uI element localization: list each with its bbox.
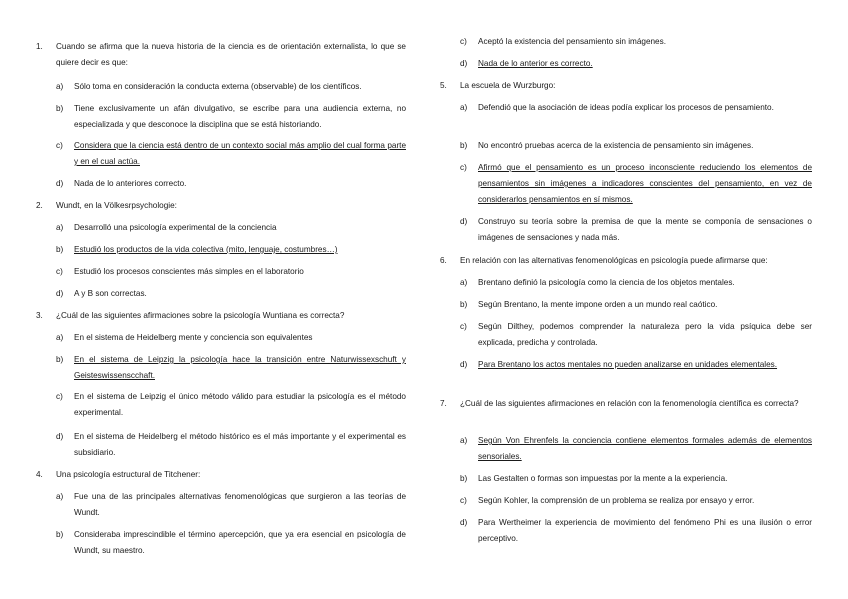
option-text: Construyo su teoría sobre la premisa de que la mente se componía de sensaciones o imágenes de sensaciones y nada más. [478, 217, 812, 242]
question-number: 3. [36, 311, 43, 320]
option-text-correct: Nada de lo anterior es correcto. [478, 59, 593, 68]
question-text: Wundt, en la Völkesrpsychologie: [56, 201, 177, 210]
option-text: Brentano definió la psicología como la ciencia de los objetos mentales. [478, 278, 735, 287]
option-letter: c) [460, 322, 467, 331]
option-text: En el sistema de Heidelberg el método histórico es el más importante y el experimental es subsidiario. [74, 432, 406, 457]
option-letter: c) [56, 267, 63, 276]
option-text: Según Brentano, la mente impone orden a un mundo real caótico. [478, 300, 718, 309]
option-letter: c) [460, 496, 467, 505]
option-text: No encontró pruebas acerca de la existencia de pensamiento sin imágenes. [478, 141, 754, 150]
option-letter: d) [460, 59, 468, 68]
question-1 [36, 39, 406, 71]
option-text-correct: Según Von Ehrenfels la conciencia contiene elementos formales además de elementos sensoriales. [478, 436, 812, 461]
option-text-correct: En el sistema de Leipzig la psicología hace la transición entre Naturwissexschuft y Geisteswissenscchaft. [74, 355, 406, 380]
option-text: Fue una de las principales alternativas fenomenológicas que surgieron a las teorías de Wundt. [74, 492, 406, 517]
option-letter: c) [460, 163, 467, 172]
option-text: Las Gestalten o formas son impuestas por la mente a la experiencia. [478, 474, 728, 483]
option-text: Aceptó la existencia del pensamiento sin imágenes. [478, 37, 666, 46]
option-letter: c) [460, 37, 467, 46]
option-text: Según Kohler, la comprensión de un problema se realiza por ensayo y error. [478, 496, 755, 505]
option-text: Según Dilthey, podemos comprender la naturaleza pero la vida psíquica debe ser explicada, predicha y controlada. [478, 322, 812, 347]
option-text: Nada de lo anteriores correcto. [74, 179, 187, 188]
option-text: Sólo toma en consideración la conducta externa (observable) de los científicos. [74, 82, 362, 91]
option-letter: b) [56, 245, 64, 254]
option-letter: a) [56, 223, 64, 232]
option-letter: c) [56, 141, 63, 150]
option-text-correct: Considera que la ciencia está dentro de un contexto social más amplio del cual forma parte y en el cual actúa. [74, 141, 406, 166]
option-letter: b) [460, 300, 468, 309]
option-letter: d) [56, 289, 64, 298]
question-number: 5. [440, 81, 447, 90]
option-text-correct: Afirmó que el pensamiento es un proceso inconsciente reduciendo los elementos de pensamientos sin imágenes a indicadores conscientes del pensamiento, en vez de considerarlos pensamientos en sí mismos. [478, 163, 812, 204]
option-letter: b) [56, 355, 64, 364]
question-text: La escuela de Wurzburgo: [460, 81, 556, 90]
option-letter: a) [460, 436, 468, 445]
option-text: A y B son correctas. [74, 289, 147, 298]
option-letter: d) [56, 432, 64, 441]
option-letter: b) [460, 474, 468, 483]
option-letter: a) [56, 492, 64, 501]
question-number: 6. [440, 256, 447, 265]
question-text: ¿Cuál de las siguientes afirmaciones en relación con la fenomenología científica es correcta? [460, 399, 799, 408]
question-number: 2. [36, 201, 43, 210]
option-letter: a) [56, 333, 64, 342]
question-text: Cuando se afirma que la nueva historia de la ciencia es de orientación externalista, lo que se quiere decir es que: [56, 42, 406, 67]
option-letter: d) [460, 217, 468, 226]
option-text: En el sistema de Leipzig el único método válido para estudiar la psicología es el método experimental. [74, 392, 406, 417]
option-text: Para Wertheimer la experiencia de movimiento del fenómeno Phi es una ilusión o error perceptivo. [478, 518, 812, 543]
option-text: Desarrolló una psicología experimental de la conciencia [74, 223, 277, 232]
option-text: Estudió los procesos conscientes más simples en el laboratorio [74, 267, 304, 276]
option-text: Consideraba imprescindible el término apercepción, que ya era esencial en psicología de Wundt, su maestro. [74, 530, 406, 555]
option-letter: a) [460, 278, 468, 287]
question-number: 1. [36, 42, 43, 51]
option-letter: d) [460, 518, 468, 527]
option-letter: c) [56, 392, 63, 401]
option-text: En el sistema de Heidelberg mente y conciencia son equivalentes [74, 333, 313, 342]
option-letter: a) [460, 103, 468, 112]
question-text: Una psicología estructural de Titchener: [56, 470, 201, 479]
option-text-correct: Estudió los productos de la vida colectiva (mito, lenguaje, costumbres…) [74, 245, 338, 254]
option-letter: b) [56, 530, 64, 539]
option-text: Defendió que la asociación de ideas podía explicar los procesos de pensamiento. [478, 103, 774, 112]
question-text: ¿Cuál de las siguientes afirmaciones sobre la psicología Wuntiana es correcta? [56, 311, 345, 320]
question-number: 7. [440, 399, 447, 408]
option-letter: d) [460, 360, 468, 369]
question-text: En relación con las alternativas fenomenológicas en psicología puede afirmarse que: [460, 256, 768, 265]
option-letter: d) [56, 179, 64, 188]
option-letter: a) [56, 82, 64, 91]
option-text-correct: Para Brentano los actos mentales no pueden analizarse en unidades elementales. [478, 360, 778, 369]
option-text: Tiene exclusivamente un afán divulgativo, se escribe para una audiencia externa, no especializada y que desconoce la disciplina que se está historiando. [74, 104, 406, 129]
option-letter: b) [56, 104, 64, 113]
question-number: 4. [36, 470, 43, 479]
option-letter: b) [460, 141, 468, 150]
